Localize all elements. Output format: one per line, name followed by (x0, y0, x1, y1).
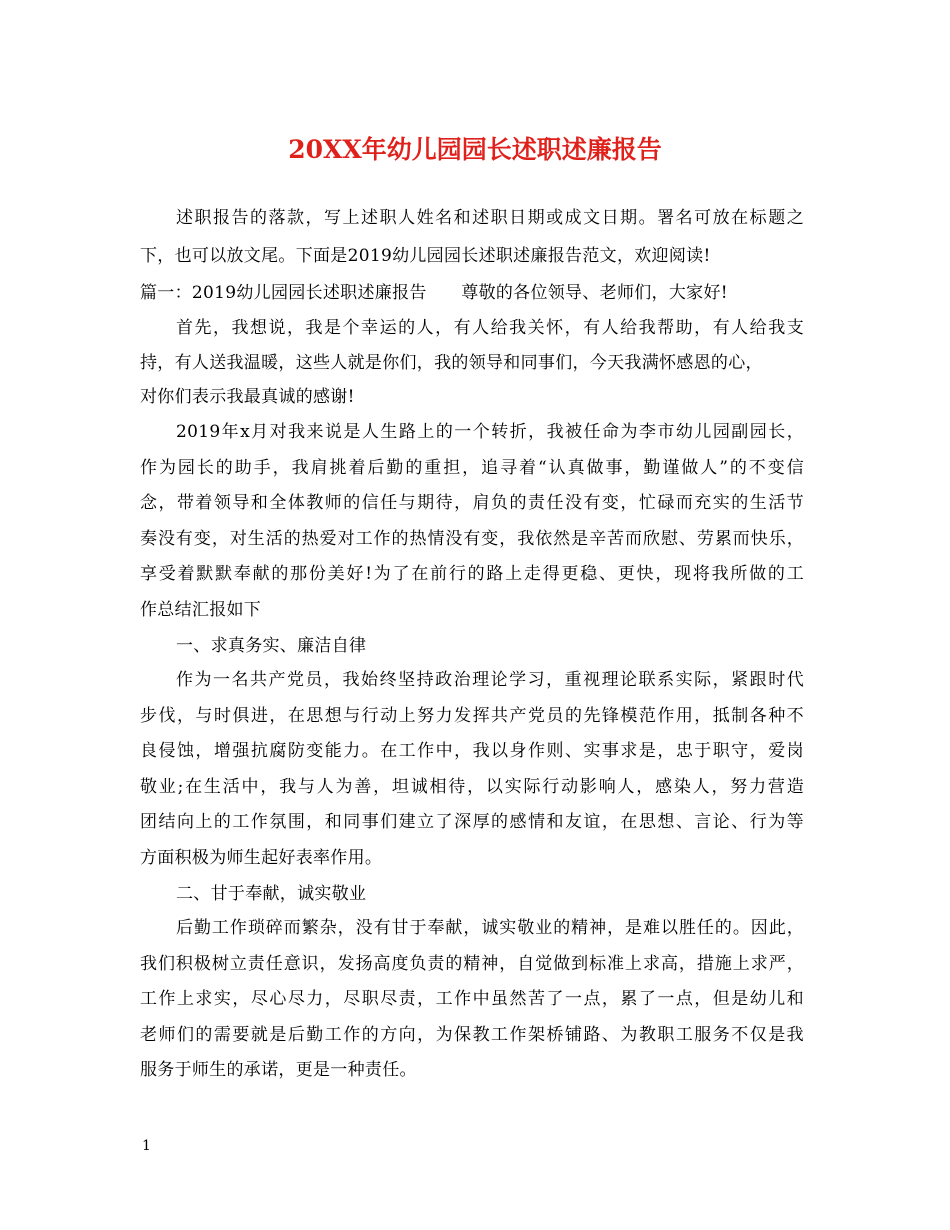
paragraph-line: 享受着默默奉献的那份美好!为了在前行的路上走得更稳、更快，现将我所做的工 (140, 564, 804, 584)
paragraph-line: 对你们表示我最真诚的感谢! (140, 387, 355, 407)
paragraph-line: 篇一：2019幼儿园园长述职述廉报告 尊敬的各位领导、老师们，大家好! (140, 283, 728, 303)
paragraph-line: 奏没有变，对生活的热爱对工作的热情没有变，我依然是辛苦而欣慰、劳累而快乐， (140, 529, 804, 549)
paragraph-line: 首先，我想说，我是个幸运的人，有人给我关怀，有人给我帮助，有人给我支 (176, 318, 804, 338)
paragraph-line: 2019年x月对我来说是人生路上的一个转折，我被任命为李市幼儿园副园长， (176, 422, 804, 442)
paragraph-line: 我们积极树立责任意识，发扬高度负责的精神，自觉做到标准上求高，措施上求严， (140, 954, 804, 974)
paragraph-line: 良侵蚀，增强抗腐防变能力。在工作中，我以身作则、实事求是，忠于职守，爱岗 (140, 741, 804, 761)
paragraph-line: 步伐，与时俱进，在思想与行动上努力发挥共产党员的先锋模范作用，抵制各种不 (140, 706, 804, 726)
paragraph-line: 方面积极为师生起好表率作用。 (140, 848, 383, 868)
document-title: 20XX年幼儿园园长述职述廉报告 (288, 135, 662, 164)
paragraph-line: 敬业;在生活中，我与人为善，坦诚相待，以实际行动影响人，感染人，努力营造 (140, 777, 804, 797)
paragraph-line: 工作上求实，尽心尽力，尽职尽责，工作中虽然苦了一点，累了一点，但是幼儿和 (140, 989, 804, 1009)
paragraph-line: 持，有人送我温暖，这些人就是你们，我的领导和同事们，今天我满怀感恩的心， (140, 353, 763, 373)
section-heading: 一、求真务实、廉洁自律 (176, 636, 367, 656)
paragraph-line: 老师们的需要就是后勤工作的方向，为保教工作架桥铺路、为教职工服务不仅是我 (140, 1025, 804, 1045)
paragraph-line: 作为一名共产党员，我始终坚持政治理论学习，重视理论联系实际，紧跟时代 (176, 670, 804, 690)
paragraph-line: 服务于师生的承诺，更是一种责任。 (140, 1060, 417, 1080)
section-heading: 二、甘于奉献，诚实敬业 (176, 884, 367, 904)
paragraph-line: 作总结汇报如下 (140, 600, 262, 620)
paragraph-line: 述职报告的落款，写上述职人姓名和述职日期或成文日期。署名可放在标题之 (176, 208, 804, 228)
paragraph-line: 念，带着领导和全体教师的信任与期待，肩负的责任没有变，忙碌而充实的生活节 (140, 493, 804, 513)
paragraph-line: 团结向上的工作氛围，和同事们建立了深厚的感情和友谊，在思想、言论、行为等 (140, 812, 804, 832)
paragraph-line: 下，也可以放文尾。下面是2019幼儿园园长述职述廉报告范文，欢迎阅读! (140, 246, 711, 266)
paragraph-line: 后勤工作琐碎而繁杂，没有甘于奉献，诚实敬业的精神，是难以胜任的。因此， (176, 918, 804, 938)
page-number: 1 (142, 1138, 151, 1154)
paragraph-line: 作为园长的助手，我肩挑着后勤的重担，追寻着“认真做事，勤谨做人”的不变信 (140, 458, 804, 478)
